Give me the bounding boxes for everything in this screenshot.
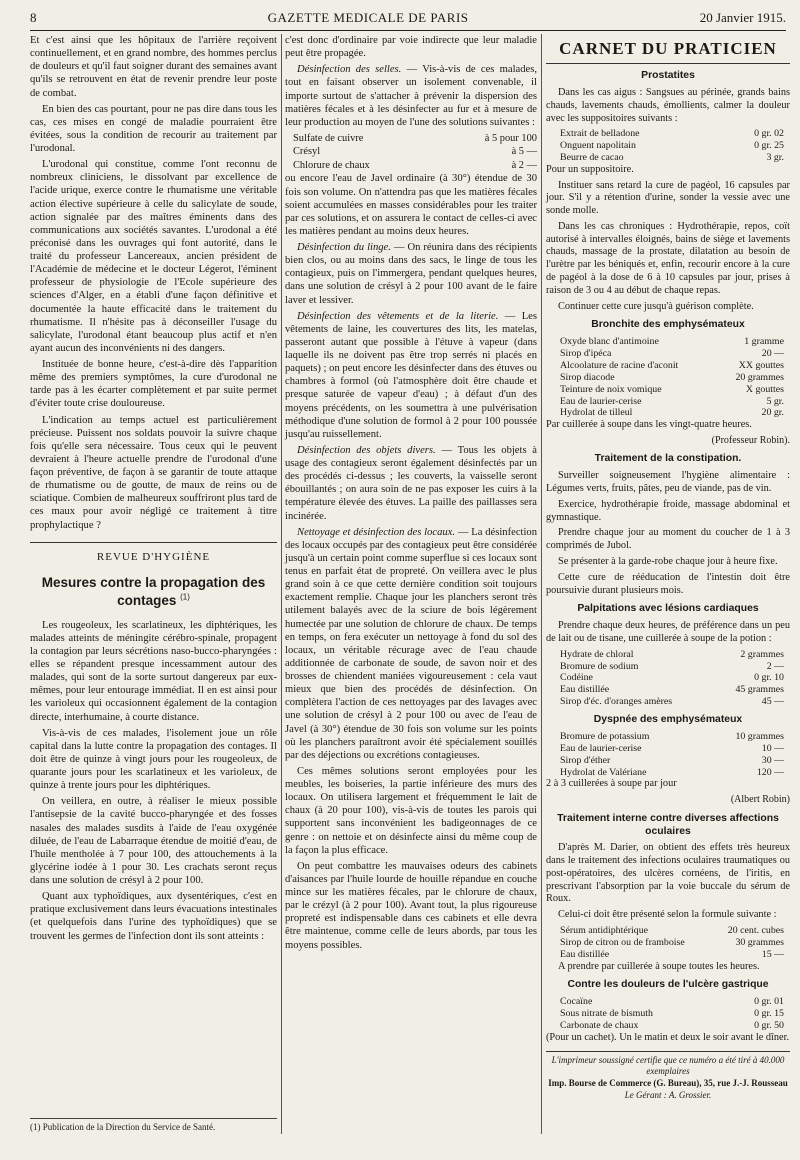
solution-name: Chlorure de chaux: [293, 159, 370, 171]
paragraph: Les rougeoleux, les scarlatineux, les diphtériques, les malades atteints de méningite cérébro-spinale, propagent la contagion par leurs sécrétions naso-bucco-pharyngées : elles se répandent presque incessamment autour des malades, qui sont de la sorte surtout dangereux par eux-mêmes, pour leur entourage immédiat. Il en est ainsi pour les varioleux qui occasionnent également de la contagion directe, interhumaine, à courte distance.: [30, 619, 277, 723]
ingredient: Onguent napolitain: [560, 140, 636, 152]
prescription-line: [546, 1008, 790, 1020]
ingredient: Bromure de potassium: [560, 730, 650, 742]
dose: 0 gr. 01: [754, 996, 784, 1008]
subheading: Désinfection des objets divers.: [297, 444, 436, 456]
ingredient: Hydrolat de Valériane: [560, 766, 647, 778]
paragraph: Et c'est ainsi que les hôpitaux de l'arrière reçoivent continuellement, et en grand nombre, des hommes perclus de douleurs et qu'il faut soigner durant des semaines avant qu'ils se retrouvent en état de revenir prendre leur poste de combat.: [30, 35, 277, 99]
dose: 20 —: [761, 348, 784, 360]
ingredient: Oxyde blanc d'antimoine: [560, 336, 659, 348]
prescription-line: [546, 937, 790, 949]
ingredient: Bromure de sodium: [560, 660, 639, 672]
recipe-heading: Traitement interne contre diverses affections oculaires: [557, 812, 779, 837]
dose: 0 gr. 10: [754, 672, 784, 684]
paragraph: Surveiller soigneusement l'hygiène alimentaire : Légumes verts, fruits, pâtes, peu de viande, pas de vin.: [546, 470, 790, 495]
prescription-line: [546, 360, 790, 372]
paragraph: On veillera, en outre, à réaliser le mieux possible l'antisepsie de la cavité bucco-pharyngée et des fosses nasales des malades susdits à l'aide de l'eau oxygénée diluée, de l'eau de Labarraque étendue de moitié d'eau, de l'huile mentholée à 7 pour 100, des attouchements à la glycérine iodée à 1 pour 30. Les crachats seront reçus dans une solution de crésyl à 2 pour 100.: [30, 796, 277, 887]
paragraph: c'est donc d'ordinaire par voie indirecte que leur maladie peut être propagée.: [285, 35, 537, 60]
prescription-line: [546, 384, 790, 396]
ingredient: Hydrate de chloral: [560, 648, 634, 660]
paragraph: [285, 444, 537, 523]
ingredient: Codéine: [560, 672, 593, 684]
dose: XX gouttes: [738, 359, 784, 371]
paragraph: Prendre chaque deux heures, de préférence dans un peu de lait ou de tisane, une cuillerée à soupe de la potion :: [546, 620, 790, 644]
dose: 0 gr. 25: [754, 140, 784, 152]
paragraph: Pour un suppositoire.: [546, 163, 634, 175]
ingredient: Hydrolat de tilleul: [560, 407, 633, 419]
subheading: Désinfection des selles.: [297, 64, 402, 76]
ingredient: Sirop de citron ou de framboise: [560, 936, 685, 948]
dose: 45 grammes: [735, 684, 784, 696]
paragraph-text: — Tous les objets à usage des contagieux seront également désinfectés par un des procédés ci-dessus ; les couverts, la vaisselle seront ébouillantés ; on aura soin de ne pas exposer les cuirs à la température élevée des étuves. La paille des paillasses sera incinérée.: [285, 444, 538, 522]
paragraph-text: — Vis-à-vis de ces malades, tout en faisant observer un isolement convenable, il importe surtout de s'attacher à prévenir la dispersion des matières fécales et à les désinfecter au fur et à mesure de leur production au moyen de l'une des solutions suivantes :: [285, 64, 537, 128]
ingredient: Extrait de belladone: [560, 128, 640, 140]
recipe-heading: Prostatites: [641, 70, 695, 82]
paragraph: Dans les cas chroniques : Hydrothérapie, repos, coït autorisé à intervalles éloignés, bains de siège et lavements chauds, massage de la prostate, dilatation au besoin de l'urètre par les béniqués et, enfin, recourir encore à la cure de pagéol à la dose de 6 à 10 capsules par jour, prises à raison de 3 ou 4 au début de chaque repas.: [546, 220, 790, 296]
recipe-heading: Bronchite des emphysémateux: [591, 319, 745, 331]
paragraph: D'après M. Darier, on obtient des effets très heureux dans le traitement des infections oculaires traumatiques ou post-opératoires, des ulcères cornéens, de l'iritis, en prescrivant l'absorption par la voie buccale du sérum de Roux.: [546, 842, 790, 905]
prescription-line: [546, 152, 790, 164]
ingredient: Sirop d'éther: [560, 754, 611, 766]
paragraph: A prendre par cuillerée à soupe toutes les heures.: [558, 960, 760, 972]
paragraph-text: — On réunira dans des récipients bien clos, ou au moins dans des sacs, le linge de tous les contagieux, puis on l'immergera, pendant quelques heures, dans une solution de crésyl à 2 pour 100 avant de le faire laver et lessiver.: [285, 242, 537, 306]
paragraph: Se présenter à la garde-robe chaque jour à heure fixe.: [558, 555, 778, 567]
signature: (Albert Robin): [730, 794, 790, 806]
subheading: Désinfection du linge.: [297, 242, 391, 254]
prescription-line: [546, 128, 790, 140]
column-divider-1: [281, 34, 282, 1134]
column-2: [285, 34, 537, 955]
journal-title: GAZETTE MEDICALE DE PARIS: [267, 10, 469, 25]
ingredient: Carbonate de chaux: [560, 1020, 639, 1032]
prescription-line: [546, 396, 790, 408]
solution-dose: à 2 —: [511, 159, 537, 171]
solution-name: Crésyl: [293, 146, 321, 158]
prescription-line: [546, 661, 790, 673]
paragraph: L'urodonal qui constitue, comme l'ont reconnu de nombreux cliniciens, le dissolvant par excellence de l'acide urique, exerce contre le rhumatisme une véritable action élective supérieure à celle du salicylate de soude, action signalée par des maîtres éminents dans des communications aux sociétés savantes. L'urodonal a été préconisé dans les ouvrages qui font autorité, dans le traité du professeur Lancereaux, ancien président de l'Académie de médecine et le docteur Légerot, l'éminent professeur de physiologie de l'Ecole supérieure des sciences d'Alger, en a établi d'une façon définitive et documentée la haute efficacité dans le traitement du rhumatisme. Il n'hésite pas à déconseiller l'usage du salicylate, l'urodonal étant beaucoup plus actif et n'en ayant aucun des inconvénients ni des dangers.: [30, 159, 277, 354]
dose: 0 gr. 15: [754, 1008, 784, 1020]
article-title: [30, 574, 277, 610]
prescription-line: [546, 949, 790, 961]
prescription-line: [546, 348, 790, 360]
prescription-line: [546, 1020, 790, 1032]
paragraph: ou encore l'eau de Javel ordinaire (à 30°) étendue de 30 fois son volume. On n'attendra pas que les matières fécales soient accumulées en masses considérables pour les traiter par ces solutions, et on assurera le contact de celles-ci avec les matières pendant au moins deux heures.: [285, 173, 537, 237]
prescription-line: [546, 925, 790, 937]
ingredient: Eau de laurier-cerise: [560, 742, 642, 754]
ingredient: Sérum antidiphtérique: [560, 924, 649, 936]
paragraph: L'indication au temps actuel est particulièrement précieuse. Puissent nos soldats pouvoir la suivre chaque fois qu'elle sera nécessaire. Tous ceux qui le peuvent devraient à l'heure actuelle prendre de l'urodonal d'une façon préventive, de façon à se garantir de toute attaque de rhumatisme ou de goutte, de maux de reins ou de sciatique. Combien de malheureux souffriront plus tard de ces maux pour avoir négligé ce traitement à titre prophylactique ?: [30, 414, 277, 531]
dose: 30 grammes: [735, 936, 784, 948]
subheading: Nettoyage et désinfection des locaux.: [297, 526, 456, 538]
prescription-line: [546, 743, 790, 755]
paragraph: 2 à 3 cuillerées à soupe par jour: [546, 778, 677, 790]
dose: 20 grammes: [735, 371, 784, 383]
ingredient: Sous nitrate de bismuth: [560, 1008, 653, 1020]
ingredient: Teinture de noix vomique: [560, 383, 662, 395]
dose: 120 —: [756, 766, 784, 778]
recipe-heading: Traitement de la constipation.: [594, 453, 742, 465]
page-header: [30, 6, 786, 31]
paragraph: Par cuillerée à soupe dans les vingt-quatre heures.: [546, 419, 752, 431]
solution-name: Sulfate de cuivre: [293, 132, 364, 144]
page-number: 8: [30, 10, 37, 25]
solution-dose: à 5 —: [511, 146, 537, 158]
paragraph: On peut combattre les mauvaises odeurs des cabinets d'aisances par l'huile lourde de houille répandue en couche mince sur les matières fécales, par le chlorure de chaux, par le crézyl (à 2 pour 100). Avant tout, la plus rigoureuse propreté est indispensable dans ces cabinets et elle devra être maintenue, comme celle de leurs abords, par tous les moyens possibles.: [285, 860, 537, 951]
dose: 20 cent. cubes: [727, 924, 784, 936]
dose: 10 grammes: [735, 730, 784, 742]
prescription-line: [546, 336, 790, 348]
paragraph: Vis-à-vis de ces malades, l'isolement joue un rôle capital dans la lutte contre la propagation des contages. Il doit être de quinze à vingt jours pour les rougeoleux, de quarante jours pour les scarlatineux et les varioleux, de quinze à trente jours pour les diphtériques.: [30, 727, 277, 792]
ingredient: Eau distillée: [560, 684, 610, 696]
column-1: [30, 34, 277, 946]
prescription-line: [546, 672, 790, 684]
subheading: Désinfection des vêtements et de la literie.: [297, 310, 499, 322]
issue-date: 20 Janvier 1915.: [699, 10, 786, 25]
dose: 0 gr. 50: [754, 1020, 784, 1032]
dose: 0 gr. 02: [754, 128, 784, 140]
imprint-certification: L'imprimeur soussigné certifie que ce numéro a été tiré à 40.000 exemplaires: [551, 1054, 785, 1077]
prescription-line: [546, 372, 790, 384]
paragraph: Ces mêmes solutions seront employées pour les meubles, les boiseries, la partie inférieure des murs des locaux. On utilisera largement et fréquemment le lait de chaux (à 20 pour 100), vis-à-vis de toutes les parois qui supportent sans inconvénient les badigeonnages de ce genre : on nettoie et on désinfecte ainsi du même coup de la façon la plus efficace.: [285, 765, 537, 856]
paragraph: Quant aux typhoïdiques, aux dysentériques, c'est en pratique exclusivement dans leurs évacuations intestinales (et quelquefois dans l'urine des typhoïdiques) que se trouvent les germes de l'infection dont ils sont atteints :: [30, 891, 277, 942]
dose: 45 —: [761, 696, 784, 708]
column-divider-2: [541, 34, 542, 1134]
paragraph: Dans les cas aigus : Sangsues au périnée, grands bains chauds, lavements chauds, émollients, calmer la douleur avec les suppositoires suivants :: [546, 86, 790, 124]
prescription-line: [546, 755, 790, 767]
ingredient: Eau distillée: [560, 948, 610, 960]
solution-row: [285, 159, 537, 173]
imprint-printer: Imp. Bourse de Commerce (G. Bureau), 35, rue J.-J. Rousseau: [548, 1078, 788, 1089]
paragraph: Continuer cette cure jusqu'à guérison complète.: [558, 300, 754, 312]
signature: (Professeur Robin).: [711, 435, 790, 447]
paragraph: Cette cure de rééducation de l'intestin doit être poursuivie durant plusieurs mois.: [546, 571, 790, 596]
paragraph: Instituer sans retard la cure de pagéol, 16 capsules par jour. S'il y a rétention d'urine, sonder la vessie avec une sonde molle.: [546, 179, 790, 217]
ingredient: Sirop diacode: [560, 371, 615, 383]
prescription-line: [546, 649, 790, 661]
ingredient: Cocaïne: [560, 996, 593, 1008]
dose: 2 —: [766, 660, 784, 672]
footnote-marker: (1): [180, 592, 190, 602]
article-title-text: Mesures contre la propagation des contages: [41, 575, 266, 609]
dose: 10 —: [761, 742, 784, 754]
paragraph: (Pour un cachet). Un le matin et deux le soir avant le dîner.: [546, 1031, 790, 1043]
dose: 1 gramme: [744, 336, 784, 348]
recipe-heading: Palpitations avec lésions cardiaques: [577, 603, 759, 615]
prescription-line: [546, 684, 790, 696]
dose: 30 —: [761, 754, 784, 766]
imprint: [546, 1051, 790, 1102]
column-3: [546, 34, 790, 1101]
prescription-line: [546, 996, 790, 1008]
ingredient: Beurre de cacao: [560, 152, 624, 164]
dose: 3 gr.: [766, 152, 784, 164]
ingredient: Sirop d'éc. d'oranges amères: [560, 696, 673, 708]
dose: 5 gr.: [766, 395, 784, 407]
solution-dose: à 5 pour 100: [484, 132, 537, 144]
imprint-manager: Le Gérant : A. Grossier.: [624, 1089, 712, 1100]
carnet-title: CARNET DU PRATICIEN: [546, 38, 790, 64]
prescription-line: [546, 696, 790, 708]
paragraph: Celui-ci doit être présenté selon la formule suivante :: [558, 909, 777, 921]
recipe-heading: Dyspnée des emphysémateux: [593, 714, 743, 726]
prescription-line: [546, 407, 790, 419]
solution-row: [285, 145, 537, 159]
paragraph: Instituée de bonne heure, c'est-à-dire dès l'apparition même des premiers symptômes, la cure d'urodonal ne tarde pas à les écarter complètement et par suite permet d'éviter toute crise douloureuse.: [30, 359, 277, 410]
paragraph: En bien des cas pourtant, pour ne pas dire dans tous les cas, ces mises en congé de maladie pourraient être évitées, sous la condition de recourir au traitement par l'urodonal.: [30, 103, 277, 154]
dose: 2 grammes: [740, 648, 784, 660]
paragraph: Prendre chaque jour au moment du coucher de 1 à 3 comprimés de Jubol.: [546, 527, 790, 552]
prescription-line: [546, 767, 790, 779]
recipe-heading: Contre les douleurs de l'ulcère gastrique: [567, 979, 769, 991]
paragraph-text: — Les vêtements de laine, les couvertures des lits, les matelas, passeront autant que possible à l'étuve à vapeur (dans laquelle ils ne doivent pas être trop serrés ni placés en paquets) ; on peut encore les désinfecter dans des étuves ou chambres à formol (où l'atmosphère doit être chaude et presque saturée de vapeur d'eau) ; à défaut d'un des moyens précédents, on les soumettra à une pulvérisation méthodique d'une solution de formol à 2 pour 100 poussée jusqu'au ruissellement.: [285, 310, 537, 440]
paragraph: [285, 526, 537, 762]
paragraph: [285, 241, 537, 307]
footnote: (1) Publication de la Direction du Service de Santé.: [30, 1118, 277, 1132]
paragraph: [285, 63, 537, 129]
section-heading: REVUE D'HYGIÈNE: [30, 542, 277, 565]
ingredient: Eau de laurier-cerise: [560, 395, 642, 407]
solution-row: [285, 132, 537, 146]
prescription-line: [546, 731, 790, 743]
dose: X gouttes: [745, 383, 784, 395]
ingredient: Sirop d'ipéca: [560, 348, 612, 360]
prescription-line: [546, 140, 790, 152]
paragraph-text: — La désinfection des locaux occupés par des contagieux peut être considérée jusqu'à un certain point comme superflue si ces locaux sont tenus en parfait état de propreté. On veillera avec le plus grand soin à ce que cette dernière condition soit toujours exactement remplie. Chaque jour les planchers seront très utilement balayés avec de la sciure de bois légèrement humectée par une solution de chlorure de chaux. De temps en temps, on fera exécuter un nettoyage à fond du sol des locaux, un véritable récurage avec de l'eau chaude additionnée de carbonate de soude, de savon noir et des brosses de chiendent maniées vigoureusement : cela vaut mieux que bien des procédés de désinfection. On complètera l'action de ces nettoyages par des lavages avec une solution de crésyl à 2 pour 100 ou avec de l'eau de Javel (à 30°) étendue de 30 fois son volume sur les points où les planchers paraîtront avoir été spécialement souillés par des déjections ou excrétions contagieuses.: [285, 526, 537, 761]
paragraph: Exercice, hydrothérapie froide, massage abdominal et gymnastique.: [546, 498, 790, 523]
dose: 20 gr.: [761, 407, 784, 419]
ingredient: Alcoolature de racine d'aconit: [560, 359, 679, 371]
dose: 15 —: [761, 948, 784, 960]
paragraph: [285, 310, 537, 441]
